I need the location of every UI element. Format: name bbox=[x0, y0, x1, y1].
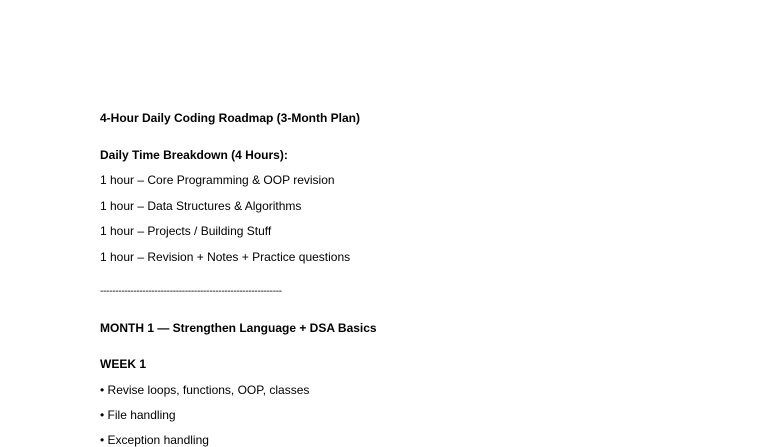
divider-line: ------------------------------------------------------------ bbox=[100, 286, 282, 297]
breakdown-item: 1 hour – Core Programming & OOP revision bbox=[100, 173, 335, 187]
week1-heading: WEEK 1 bbox=[100, 357, 147, 371]
breakdown-item: 1 hour – Revision + Notes + Practice questions bbox=[100, 250, 351, 264]
breakdown-heading: Daily Time Breakdown (4 Hours): bbox=[100, 148, 288, 162]
breakdown-item: 1 hour – Projects / Building Stuff bbox=[100, 224, 272, 238]
week1-item: • Revise loops, functions, OOP, classes bbox=[100, 383, 310, 397]
week1-item: • Exception handling bbox=[100, 433, 209, 447]
week1-item: • File handling bbox=[100, 408, 176, 422]
document-title: 4-Hour Daily Coding Roadmap (3-Month Plan) bbox=[100, 111, 360, 125]
month1-heading: MONTH 1 — Strengthen Language + DSA Basics bbox=[100, 321, 377, 335]
breakdown-item: 1 hour – Data Structures & Algorithms bbox=[100, 199, 302, 213]
